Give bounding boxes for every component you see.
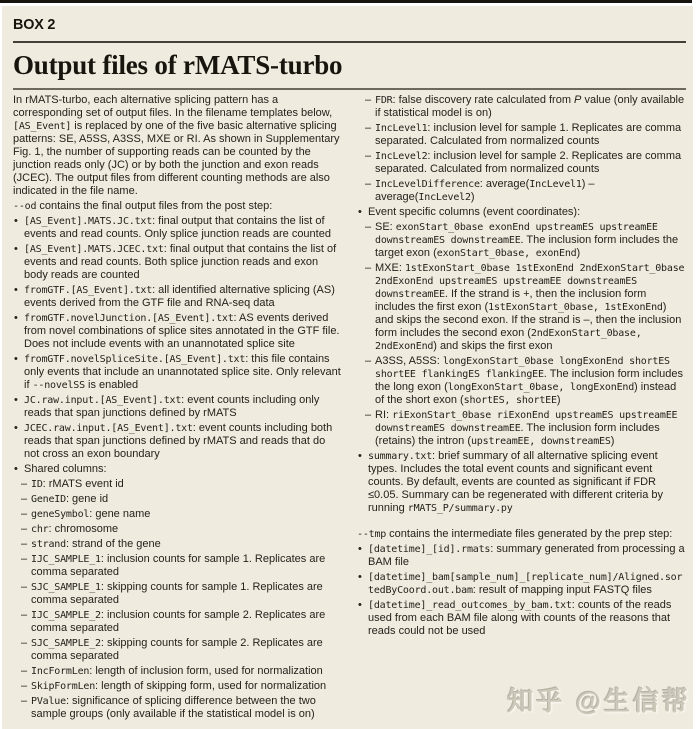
dash-item xyxy=(357,409,686,448)
code-token: 1stExonStart_0base 1stExonEnd 2ndExonStart_0base 2ndExonEnd upstreamES upstreamEE downstreamES downstreamEE xyxy=(375,263,685,300)
dash-item xyxy=(13,637,342,663)
bullet-item xyxy=(13,394,342,420)
bullet-item xyxy=(13,284,342,310)
text-run: : average( xyxy=(479,178,530,190)
text-run: ) and skips the first exon xyxy=(433,340,553,352)
dash-item xyxy=(357,94,686,120)
text-run: : this file contains only events that include an unannotated splice site. Only relevant if xyxy=(24,353,341,391)
text-run: : rMATS event id xyxy=(42,478,124,490)
text-run: : summary generated from processing a BAM file xyxy=(368,543,685,568)
column-right xyxy=(357,94,686,723)
text-run: ) xyxy=(556,394,561,406)
code-token: FDR xyxy=(375,95,393,106)
list-marker: – xyxy=(21,538,28,550)
text-run: In rMATS-turbo, each alternative splicing pattern has a corresponding set of output files. In the filename templates below, xyxy=(13,94,333,119)
text-run: : all identified alternative splicing (AS) events derived from the GTF file and RNA-seq data xyxy=(24,284,335,309)
code-token: SJC_SAMPLE_1 xyxy=(31,582,101,593)
text-run: : skipping counts for sample 2. Replicates are comma separated xyxy=(31,637,323,662)
code-token: --tmp xyxy=(357,529,387,540)
code-token: [datetime]_[id].rmats xyxy=(368,544,491,555)
code-token: exonStart_0base exonEnd upstreamES upstreamEE downstreamES downstreamEE xyxy=(375,222,658,246)
code-token: IncLevel2 xyxy=(418,192,471,203)
dash-item xyxy=(357,355,686,407)
list-marker: – xyxy=(365,355,372,367)
list-marker: – xyxy=(21,581,28,593)
dash-item xyxy=(357,150,686,176)
text-run: is enabled xyxy=(84,379,139,391)
code-token: 2ndExonStart_0base, 2ndExonEnd xyxy=(375,328,642,352)
dash-item xyxy=(13,680,342,693)
code-token: riExonStart_0base riExonEnd upstreamES upstreamEE downstreamES downstreamEE xyxy=(375,410,678,434)
paragraph xyxy=(357,528,686,541)
list-marker: – xyxy=(21,637,28,649)
code-token: fromGTF.novelSpliceSite.[AS_Event].txt xyxy=(24,354,246,365)
text-run: : event counts including both reads that span junctions defined by rMATS and reads that do not cross an exon boundary xyxy=(24,422,333,460)
code-token: SJC_SAMPLE_2 xyxy=(31,638,101,649)
list-marker: – xyxy=(365,122,372,134)
text-run: MXE: xyxy=(375,262,405,274)
paragraph xyxy=(13,200,342,213)
list-marker: • xyxy=(14,243,18,255)
text-run: : final output that contains the list of events and read counts. Only splice junction reads are counted xyxy=(24,215,331,240)
code-token: fromGTF.novelJunction.[AS_Event].txt xyxy=(24,313,234,324)
code-token: geneSymbol xyxy=(31,509,90,520)
code-token: IncLevel1 xyxy=(529,179,582,190)
code-token: [datetime]_read_outcomes_by_bam.txt xyxy=(368,600,572,611)
text-run: : inclusion level for sample 2. Replicates are comma separated. Calculated from normalized counts xyxy=(375,150,682,175)
list-marker: • xyxy=(358,571,362,583)
divider-top xyxy=(13,41,686,43)
list-marker: – xyxy=(21,553,28,565)
bullet-item xyxy=(13,312,342,351)
text-run: : counts of the reads used from each BAM file along with counts of the reasons that reads could not be used xyxy=(368,599,672,637)
bullet-item xyxy=(13,353,342,392)
code-token: JC.raw.input.[AS_Event].txt xyxy=(24,395,182,406)
text-run: : skipping counts for sample 1. Replicates are comma separated xyxy=(31,581,323,606)
text-run: A3SS, A5SS: xyxy=(375,355,443,367)
list-marker: • xyxy=(14,215,18,227)
code-token: longExonStart_0base longExonEnd shortES shortEE flankingES flankingEE xyxy=(375,356,670,380)
code-token: IncLevel1 xyxy=(375,123,428,134)
text-run: contains the intermediate files generated by the prep step: xyxy=(386,528,673,540)
top-rule-bar xyxy=(0,0,692,3)
list-marker: • xyxy=(358,450,362,462)
code-token: SkipFormLen xyxy=(31,681,96,692)
text-run: contains the final output files from the post step: xyxy=(36,200,273,212)
list-marker: • xyxy=(358,543,362,555)
list-marker: • xyxy=(14,463,18,475)
page-title: Output files of rMATS-turbo xyxy=(13,50,343,80)
text-run: : chromosome xyxy=(48,523,119,535)
list-marker: – xyxy=(21,478,28,490)
text-run: ) xyxy=(576,247,581,259)
text-run: : length of skipping form, used for normalization xyxy=(95,680,327,692)
text-run: ) xyxy=(470,191,475,203)
text-run: : length of inclusion form, used for normalization xyxy=(89,665,323,677)
list-marker: – xyxy=(21,609,28,621)
code-token: [AS_Event].MATS.JCEC.txt xyxy=(24,244,164,255)
text-run: . If the strand is +, then the inclusion form includes the first exon ( xyxy=(375,288,647,313)
bullet-item xyxy=(357,571,686,597)
bullet-item xyxy=(357,543,686,569)
text-run: ) xyxy=(610,435,615,447)
panel-inner xyxy=(2,6,693,723)
code-token: [AS_Event] xyxy=(13,121,72,132)
text-run: is replaced by one of the five basic alternative splicing patterns: SE, A5SS, A3SS, MXE or RI. As shown in Supplementary Fig. 1, the number of supporting reads can be counted by the junction reads only (JC) or by both the junction and exon reads (JCEC). The output files from different counting methods are also indicated in the file name. xyxy=(13,120,340,197)
spacer xyxy=(357,517,686,528)
bullet-item xyxy=(13,463,342,476)
text-run: Shared columns: xyxy=(24,463,107,475)
dash-item xyxy=(13,609,342,635)
text-run: value (only available if statistical model is on) xyxy=(375,94,685,119)
code-token: strand xyxy=(31,539,66,550)
dash-item xyxy=(13,493,342,506)
text-run: : gene name xyxy=(89,508,151,520)
list-marker: – xyxy=(21,695,28,707)
list-marker: – xyxy=(365,94,372,106)
text-run: Event specific columns (event coordinates): xyxy=(368,206,581,218)
watermark: 知乎 @生信帮 xyxy=(507,686,691,716)
dash-item xyxy=(357,178,686,204)
text-run: : false discovery rate calculated from xyxy=(392,94,575,106)
text-run: P xyxy=(574,94,582,106)
dash-item xyxy=(357,221,686,260)
list-marker: • xyxy=(14,312,18,324)
paragraph xyxy=(13,94,342,198)
code-token: rMATS_P/summary.py xyxy=(407,503,513,514)
bullet-item xyxy=(357,450,686,515)
text-run: : gene id xyxy=(65,493,109,505)
dash-item xyxy=(13,538,342,551)
code-token: 1stExonStart_0base, 1stExonEnd xyxy=(488,302,663,313)
list-marker: • xyxy=(358,206,362,218)
list-marker: – xyxy=(21,665,28,677)
list-marker: • xyxy=(14,284,18,296)
list-marker: • xyxy=(14,394,18,406)
bullet-item xyxy=(13,215,342,241)
dash-item xyxy=(13,581,342,607)
code-token: GeneID xyxy=(31,494,66,505)
text-run: : inclusion counts for sample 2. Replicates are comma separated xyxy=(31,609,326,634)
code-token: fromGTF.[AS_Event].txt xyxy=(24,285,153,296)
code-token: IJC_SAMPLE_2 xyxy=(31,610,101,621)
code-token: shortES, shortEE xyxy=(463,395,557,406)
list-marker: – xyxy=(365,221,372,233)
code-token: upstreamEE, downstreamES xyxy=(470,436,611,447)
dash-item xyxy=(357,262,686,353)
text-run: : event counts including only reads that span junctions defined by rMATS xyxy=(24,394,320,419)
dash-item xyxy=(13,523,342,536)
code-token: [datetime]_bam[sample_num]_[replicate_num]/Aligned.sortedByCoord.out.bam xyxy=(368,572,683,596)
divider-under-title xyxy=(13,88,686,90)
code-token: chr xyxy=(31,524,49,535)
text-run: : final output that contains the list of events and read counts. Both splice junction reads and exon body reads are counted xyxy=(24,243,337,281)
code-token: exonStart_0base, exonEnd xyxy=(436,248,577,259)
box-label: BOX 2 xyxy=(13,16,56,33)
column-left xyxy=(13,94,342,723)
bullet-item xyxy=(13,422,342,461)
code-token: IncLevelDifference xyxy=(375,179,480,190)
code-token: ID xyxy=(31,479,43,490)
text-run: RI: xyxy=(375,409,393,421)
code-token: JCEC.raw.input.[AS_Event].txt xyxy=(24,423,193,434)
box2-panel xyxy=(2,6,693,729)
dash-item xyxy=(357,122,686,148)
text-run: : inclusion level for sample 1. Replicates are comma separated. Calculated from normalized counts xyxy=(375,122,682,147)
text-run: ) instead of the short exon ( xyxy=(375,381,677,406)
code-token: IJC_SAMPLE_1 xyxy=(31,554,101,565)
two-column-body xyxy=(13,94,686,723)
list-marker: – xyxy=(365,150,372,162)
text-run: : strand of the gene xyxy=(65,538,161,550)
dash-item xyxy=(13,478,342,491)
code-token: longExonStart_0base, longExonEnd xyxy=(447,382,635,393)
text-run: : result of mapping input FASTQ files xyxy=(472,584,652,596)
code-token: [AS_Event].MATS.JC.txt xyxy=(24,216,153,227)
list-marker: – xyxy=(365,262,372,274)
text-run: . The inclusion form includes the long exon ( xyxy=(375,368,683,393)
text-run: : AS events derived from novel combinations of splice sites annotated in the GTF file. Does not include events with an unannotated splice site xyxy=(24,312,340,350)
code-token: summary.txt xyxy=(368,451,433,462)
list-marker: – xyxy=(21,508,28,520)
dash-item xyxy=(13,665,342,678)
code-token: PValue xyxy=(31,696,66,707)
dash-item xyxy=(13,553,342,579)
bullet-item xyxy=(357,599,686,638)
text-run: ) – average( xyxy=(375,178,595,203)
list-marker: • xyxy=(14,353,18,365)
code-token: --novelSS xyxy=(32,380,85,391)
list-marker: – xyxy=(21,680,28,692)
text-run: . The inclusion form includes the target exon ( xyxy=(375,234,679,259)
list-marker: • xyxy=(14,422,18,434)
bullet-item xyxy=(13,243,342,282)
text-run: SE: xyxy=(375,221,396,233)
code-token: IncLevel2 xyxy=(375,151,428,162)
text-run: : significance of splicing difference between the two sample groups (only available if the statistical model is on) xyxy=(31,695,316,720)
text-run: : inclusion counts for sample 1. Replicates are comma separated xyxy=(31,553,326,578)
list-marker: – xyxy=(365,409,372,421)
list-marker: – xyxy=(21,493,28,505)
text-run: : brief summary of all alternative splicing event types. Includes the total event counts and significant event counts. By default, events are counted as significant if FDR ≤0.05. Summary can be regenerated with different criteria by running xyxy=(368,450,664,514)
list-marker: • xyxy=(358,599,362,611)
list-marker: – xyxy=(365,178,372,190)
code-token: --od xyxy=(13,201,37,212)
code-token: IncFormLen xyxy=(31,666,90,677)
text-run: ) and skips the second exon. If the strand is –, then the inclusion form includes the second exon ( xyxy=(375,301,682,339)
dash-item xyxy=(13,508,342,521)
bullet-item xyxy=(357,206,686,219)
text-run: . The inclusion form includes (retains) the intron ( xyxy=(375,422,660,447)
dash-item xyxy=(13,695,342,721)
list-marker: – xyxy=(21,523,28,535)
